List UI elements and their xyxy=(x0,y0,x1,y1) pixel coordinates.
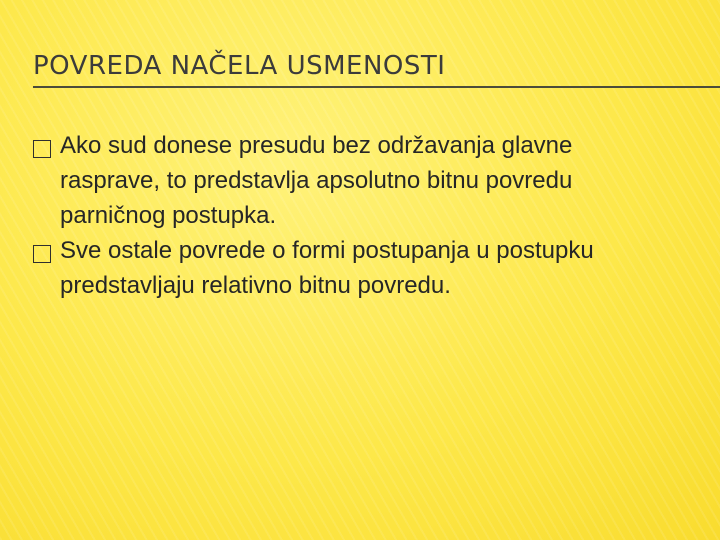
slide-title: POVREDA NAČELA USMENOSTI xyxy=(33,51,446,81)
bullet-text: Ako sud donese presudu bez održavanja glavne rasprave, to predstavlja apsolutno bitnu povredu parničnog postupka. xyxy=(60,132,573,229)
box-bullet-icon xyxy=(33,140,51,158)
title-underline xyxy=(33,86,720,88)
bullet-item xyxy=(33,233,673,303)
box-bullet-icon xyxy=(33,245,51,263)
bullet-item xyxy=(33,128,673,233)
bullet-text: Sve ostale povrede o formi postupanja u postupku predstavljaju relativno bitnu povredu. xyxy=(60,237,594,299)
bullet-list xyxy=(33,128,673,303)
